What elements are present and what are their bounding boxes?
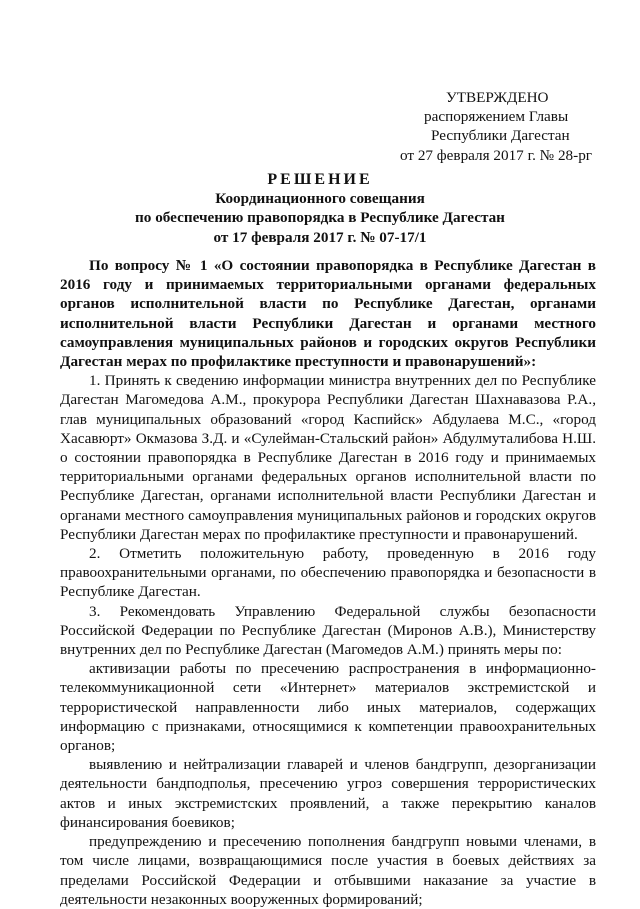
approval-republic: Республики Дагестан (431, 127, 570, 145)
paragraph-3: 3. Рекомендовать Управлению Федеральной службы безопасности Российской Федерации по Республике Дагестан (Миронов А.В.), Министерству внутренних дел по Республике Дагестан (Магомедов А.М.) принять меры по: (60, 602, 596, 659)
question-heading: По вопросу № 1 «О состоянии правопорядка в Республике Дагестан в 2016 году и принимаемых территориальными органами федеральных органов исполнительной власти по Республике Дагестан, органами исполнительной власти Республики Дагестан и органами местного самоуправления муниципальных районов и городских округов Республики Дагестан мерах по профилактике преступности и правонарушений»: (60, 257, 596, 371)
paragraph-2: 2. Отметить положительную работу, проведенную в 2016 году правоохранительными органами, по обеспечению правопорядка и безопасности в Республике Дагестан. (60, 545, 596, 601)
title-meeting: Координационного совещания (215, 190, 425, 208)
paragraph-3-item-2: выявлению и нейтрализации главарей и членов бандгрупп, дезорганизации деятельности бандподполья, пресечению угроз совершения террористических актов и иных экстремистских проявлений, а также перекрытию каналов финансирования боевиков; (60, 756, 596, 831)
approval-title: УТВЕРЖДЕНО (446, 89, 549, 106)
approval-date: от 27 февраля 2017 г. № 28-рг (400, 146, 593, 164)
paragraph-1: 1. Принять к сведению информации министра внутренних дел по Республике Дагестан Магомедова А.М., прокурора Республики Дагестан Шахнавазова Р.А., глав муниципальных образований «город Каспийск» Абдулаева М.С., «город Хасавюрт» Окмазова З.Д. и «Сулейман-Стальский район» Абдулмуталибова Н.Ш. о состоянии правопорядка в Республике Дагестан в 2016 году и принимаемых территориальными органами федеральных органов исполнительной власти по Республике Дагестан, органами исполнительной власти Республики Дагестан и органами местного самоуправления муниципальных районов и городских округов Республики Дагестан мерах по профилактике преступности и правонарушений. (60, 372, 596, 543)
approval-by: распоряжением Главы (424, 108, 569, 126)
document-body (60, 256, 596, 909)
document-title (60, 170, 580, 247)
title-subject: по обеспечению правопорядка в Республике Дагестан (135, 209, 505, 227)
paragraph-3-item-1: активизации работы по пресечению распространения в информационно-телекоммуникационной сети «Интернет» материалов экстремистской и террористической направленности либо иных материалов, содержащих информацию с признаками, относящимися к компетенции правоохранительных органов; (60, 660, 596, 755)
title-date: от 17 февраля 2017 г. № 07-17/1 (213, 228, 427, 246)
approval-stamp (400, 88, 610, 165)
title-decision: РЕШЕНИЕ (267, 171, 373, 188)
paragraph-3-item-3: предупреждению и пресечению пополнения бандгрупп новыми членами, в том числе лицами, возвращающимися после участия в боевых действиях за пределами Российской Федерации и отбывшими наказание за участие в деятельности незаконных вооруженных формирований; (60, 833, 596, 908)
